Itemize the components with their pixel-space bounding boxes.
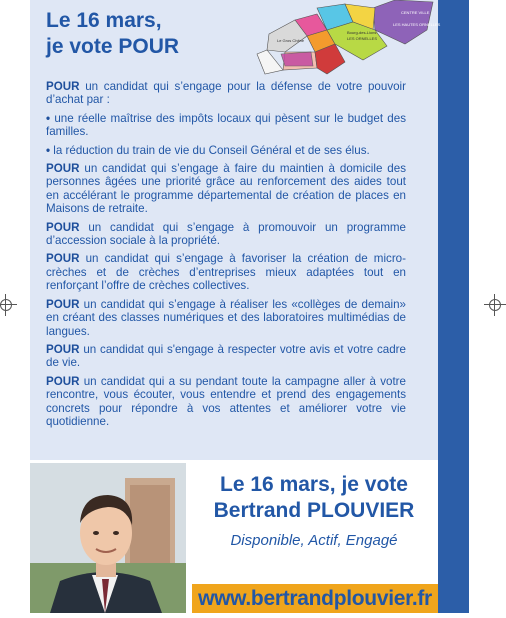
paragraph-text: un candidat qui s'engage à respecter votre avis et votre cadre de vie. xyxy=(46,342,406,370)
paragraph-text: un candidat qui s’engage à promouvoir un programme d’accession sociale à la propriété. xyxy=(46,220,406,248)
paragraph-text: un candidat qui s’engage pour la défense de votre pouvoir d’achat par : xyxy=(46,80,406,107)
website-link[interactable]: www.bertrandplouvier.fr xyxy=(192,584,438,613)
map-label-bourg-des-lions: Bourg-des-Lions xyxy=(347,30,377,35)
headline-line-1: Le 16 mars, xyxy=(46,9,162,32)
paragraph-text: un candidat qui a su pendant toute la campagne aller à votre rencontre, vous écouter, vous entendre et prend des engagements concrets pour répondre à vos attentes et améliorer votre vie quotidienne. xyxy=(46,374,406,428)
district-map xyxy=(255,0,441,78)
side-band xyxy=(438,0,469,613)
program-text xyxy=(46,80,406,433)
pour-keyword: POUR xyxy=(46,252,80,266)
candidate-portrait-image xyxy=(30,463,186,613)
paragraph-text: la réduction du train de vie du Conseil Général et de ses élus. xyxy=(50,143,370,157)
candidate-title-line-1: Le 16 mars, je vote xyxy=(220,473,408,496)
program-paragraph xyxy=(46,375,406,429)
candidate-name: Bertrand PLOUVIER xyxy=(213,499,415,522)
map-label-centre-ville: CENTRE VILLE xyxy=(401,10,430,15)
pour-keyword: POUR xyxy=(46,80,80,93)
bullet-marker: • xyxy=(46,143,51,157)
program-paragraph xyxy=(46,343,406,370)
headline-line-2: je vote POUR xyxy=(46,35,180,58)
pour-keyword: POUR xyxy=(46,374,80,388)
program-paragraph xyxy=(46,298,406,338)
paragraph-text: une réelle maîtrise des impôts locaux qui pèsent sur le budget des familles. xyxy=(46,111,406,139)
paragraph-text: un candidat qui s’engage à favoriser la création de micro-crèches et de crèches d’entreprises mieux adaptées tout en renforçant l’offre de crèches collectives. xyxy=(46,252,406,293)
map-zone-magenta xyxy=(281,52,313,66)
crop-mark-left xyxy=(0,299,12,311)
pour-keyword: POUR xyxy=(46,162,80,176)
map-zone-white xyxy=(257,50,283,74)
map-label-ornelles: LES ORNELLES xyxy=(347,36,378,41)
program-paragraph xyxy=(46,252,406,292)
candidate-photo xyxy=(30,463,186,613)
paragraph-text: un candidat qui s’engage à réaliser les «collèges de demain» en créant des classes numériques et des laboratoires multimédias de langues. xyxy=(46,297,406,338)
program-paragraph xyxy=(46,162,406,216)
map-label-hautes-ornelles: LES HAUTES ORNELLES xyxy=(393,22,441,27)
pour-keyword: POUR xyxy=(46,297,80,311)
headline xyxy=(46,8,179,60)
paragraph-text: un candidat qui s’engage à faire du maintien à domicile des personnes âgées une priorité grâce au renforcement des aides tout en accélérant le programme départemental de création de places en Maisons de retraite. xyxy=(46,162,406,216)
program-paragraph xyxy=(46,221,406,248)
program-paragraph xyxy=(46,144,406,157)
bullet-marker: • xyxy=(46,111,51,125)
crop-mark-right xyxy=(489,299,501,311)
candidate-tagline: Disponible, Actif, Engagé xyxy=(230,532,398,549)
program-paragraph xyxy=(46,112,406,139)
program-paragraph xyxy=(46,80,406,107)
map-label-gros-chene: Le Gros Chêne xyxy=(277,38,305,43)
pour-keyword: POUR xyxy=(46,342,80,356)
candidate-title xyxy=(192,472,436,524)
pour-keyword: POUR xyxy=(46,220,80,234)
